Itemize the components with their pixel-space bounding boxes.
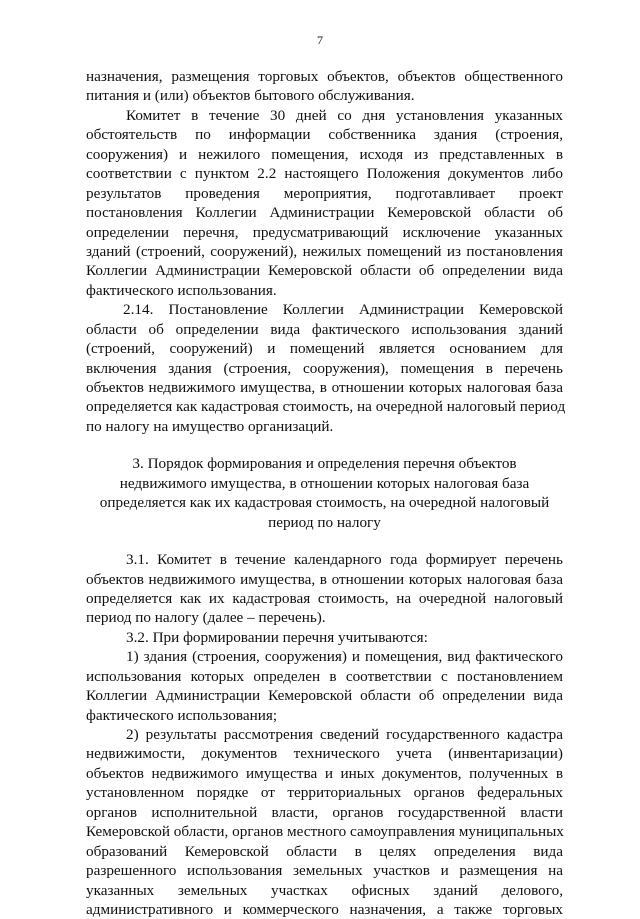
text-line: фактического использования; [86, 706, 278, 724]
text-line: Коллегии Администрации Кемеровской области об определении вида [86, 687, 563, 705]
text-line: питания и (или) объектов бытового обслуживания. [86, 87, 415, 105]
text-line: назначения, размещения торговых объектов, объектов общественного [86, 68, 563, 85]
text-line: Кемеровской области, органов местного самоуправления муниципальных [86, 823, 564, 841]
text-line: постановления Коллегии Администрации Кемеровской области об [86, 204, 563, 222]
text-line: фактического использования. [86, 281, 277, 299]
text-line: период по налогу (далее – перечень). [86, 609, 326, 627]
text-line: разрешенного использования земельных участков и размещения на [86, 862, 563, 880]
text-line: объектов недвижимого имущества, в отношении которых налоговая база [86, 379, 563, 396]
text-line: результатов проведения мероприятия, подготавливает проект [86, 184, 563, 202]
text-line: 3.2. При формировании перечня учитываются: [126, 628, 428, 646]
text-line: образований Кемеровской области в целях определения вида [86, 842, 563, 860]
text-line: 2.14. Постановление Коллегии Администрации Кемеровской [123, 301, 563, 319]
text-line: объектов недвижимого имущества и иных документов, полученных в [86, 764, 563, 782]
text-line: установленном порядке от территориальных органов федеральных [86, 784, 563, 802]
heading-line: период по налогу [268, 513, 381, 531]
text-line: области об определении вида фактического использования зданий [86, 320, 563, 338]
text-line: включения здания (строения, сооружения), помещения в перечень [86, 359, 563, 377]
text-line: определяется как их кадастровая стоимость, на очередной налоговый [86, 589, 563, 607]
document-body [86, 67, 566, 919]
text-line: сооружения) и нежилого помещения, исходя из представленных в [86, 145, 563, 163]
text-line: определяется как кадастровая стоимость, на очередной налоговый период [86, 398, 566, 416]
text-line: 3.1. Комитет в течение календарного года формирует перечень [126, 551, 563, 569]
text-line: Комитет в течение 30 дней со дня установления указанных [126, 106, 563, 124]
text-line: 2) результаты рассмотрения сведений государственного кадастра [126, 726, 563, 743]
text-line: обстоятельств по информации собственника здания (строения, [86, 126, 563, 144]
heading-line: определяется как их кадастровая стоимость, на очередной налоговый [99, 494, 550, 512]
text-line: по налогу на имущество организаций. [86, 417, 334, 435]
heading-line: 3. Порядок формирования и определения перечня объектов [132, 455, 517, 473]
text-line: Коллегии Администрации Кемеровской области об определении вида [86, 262, 563, 280]
text-line: 1) здания (строения, сооружения) и помещения, вид фактического [126, 648, 563, 666]
text-line: зданий (строений, сооружений), нежилых помещений из постановления [86, 242, 563, 260]
text-line: использования которых определен в соответствии с постановлением [86, 667, 563, 685]
text-line: объектов недвижимого имущества, в отношении которых налоговая база [86, 570, 563, 588]
text-line: (строений, сооружений) и помещений является основанием для [86, 340, 563, 358]
text-line: органов исполнительной власти, органов государственной власти [86, 803, 563, 821]
text-line: определении перечня, предусматривающий исключение указанных [86, 223, 563, 241]
text-line: соответствии с пунктом 2.2 настоящего Положения документов либо [86, 165, 563, 183]
text-line: указанных земельных участках офисных зданий делового, [86, 881, 563, 899]
section-heading [86, 454, 563, 532]
text-line: недвижимости, документов технического учета (инвентаризации) [86, 745, 563, 763]
heading-line: недвижимого имущества, в отношении которых налоговая база [119, 474, 530, 492]
page-number: 7 [317, 33, 323, 47]
text-line: административного и коммерческого назначения, а также торговых [86, 900, 563, 918]
